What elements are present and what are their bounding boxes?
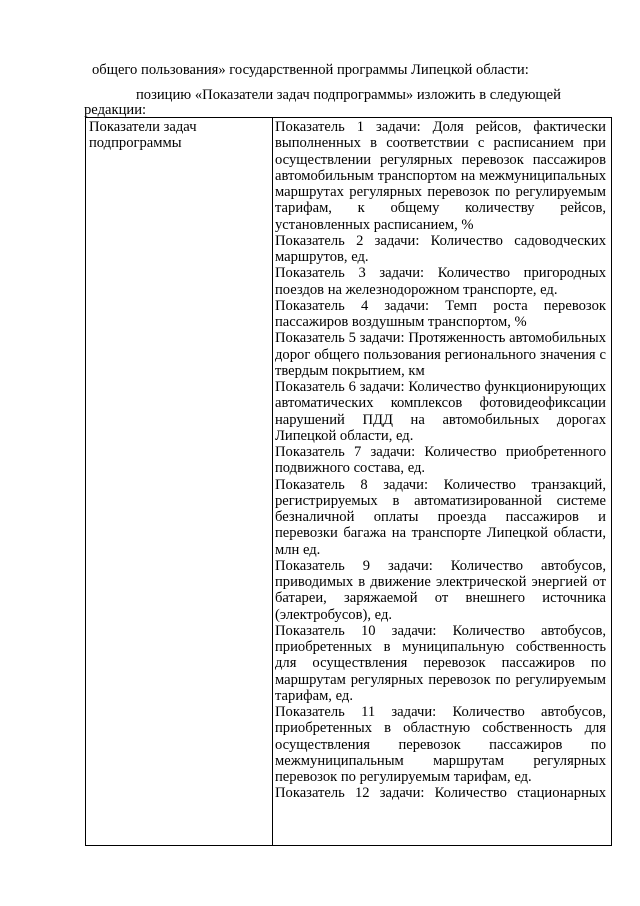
intro-line-2: позицию «Показатели задач подпрограммы» изложить в следующей [136, 87, 561, 103]
indicator-3: Показатель 3 задачи: Количество пригородных поездов на железнодорожном транспорте, ед. [275, 265, 606, 298]
indicator-1: Показатель 1 задачи: Доля рейсов, фактически выполненных в соответствии с расписанием при осуществлении регулярных перевозок пассажиров автомобильным транспортом на межмуниципальных маршрутах регулярных перевозок по регулируемым тарифам, к общему количеству рейсов, установленных расписанием, % [275, 119, 606, 233]
indicator-5: Показатель 5 задачи: Протяженность автомобильных дорог общего пользования регионального значения с твердым покрытием, км [275, 330, 606, 379]
indicator-7: Показатель 7 задачи: Количество приобретенного подвижного состава, ед. [275, 444, 606, 477]
table-right-cell [275, 119, 606, 802]
indicators-table [85, 117, 612, 846]
table-left-label: Показатели задач подпрограммы [89, 119, 197, 152]
indicator-9: Показатель 9 задачи: Количество автобусов, приводимых в движение электрической энергией от батареи, заряжаемой от внешнего источника (электробусов), ед. [275, 557, 606, 623]
intro-line-3: редакции: [84, 102, 147, 118]
indicator-4: Показатель 4 задачи: Темп роста перевозок пассажиров воздушным транспортом, % [275, 297, 606, 330]
indicator-11: Показатель 11 задачи: Количество автобусов, приобретенных в областную собственность для осуществления перевозок пассажиров по межмуниципальным маршрутам регулярных перевозок по регулируемым тарифам, ед. [275, 704, 606, 785]
indicator-12: Показатель 12 задачи: Количество стационарных [275, 785, 606, 802]
indicator-2: Показатель 2 задачи: Количество садоводческих маршрутов, ед. [275, 232, 606, 265]
intro-line-1: общего пользования» государственной программы Липецкой области: [92, 62, 529, 78]
indicator-10: Показатель 10 задачи: Количество автобусов, приобретенных в муниципальную собственность для осуществления перевозок пассажиров по маршрутам регулярных перевозок по регулируемым тарифам, ед. [275, 622, 606, 704]
indicator-6: Показатель 6 задачи: Количество функционирующих автоматических комплексов фотовидеофиксации нарушений ПДД на автомобильных дорогах Липецкой области, ед. [275, 379, 606, 444]
indicator-8: Показатель 8 задачи: Количество транзакций, регистрируемых в автоматизированной системе безналичной оплаты проезда пассажиров и перевозки багажа на транспорте Липецкой области, млн ед. [275, 476, 606, 558]
column-divider [272, 118, 273, 845]
